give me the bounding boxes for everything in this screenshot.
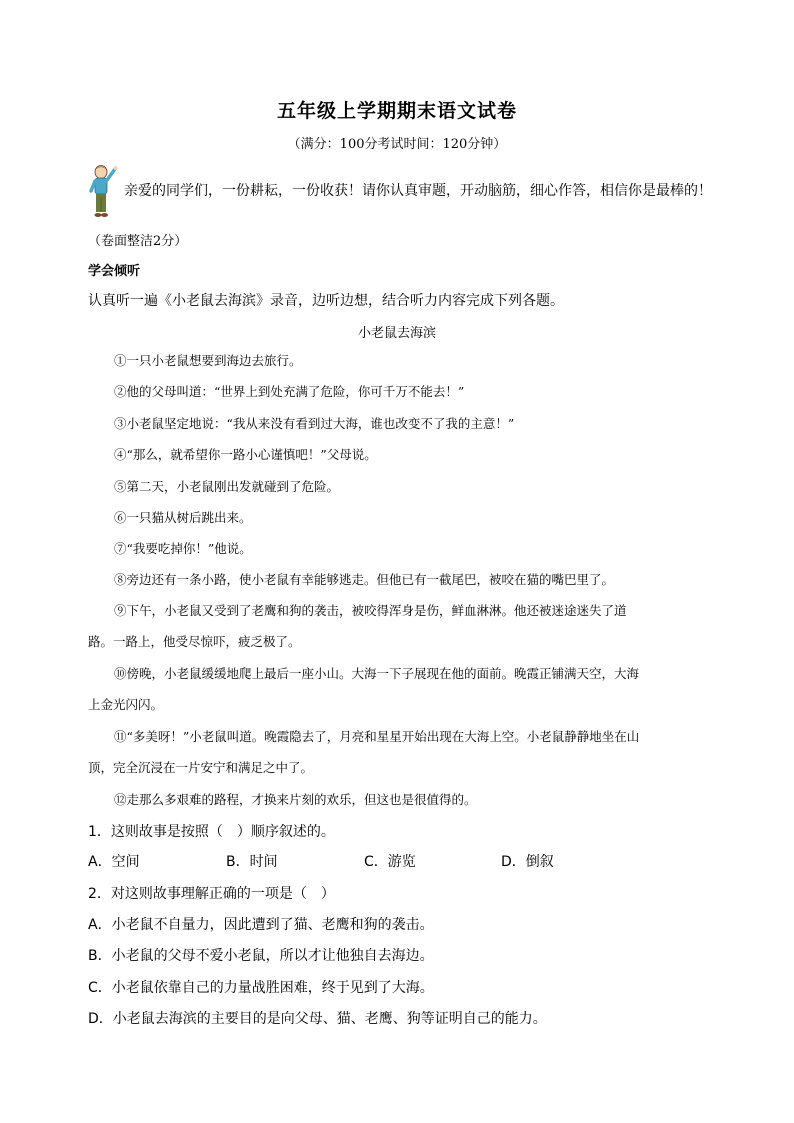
- question-1-option-b[interactable]: B．时间: [226, 854, 278, 870]
- question-1-options: [88, 851, 708, 875]
- section-heading: 学会倾听: [88, 264, 141, 279]
- story-paragraph-continued: 路。一路上，他受尽惊吓，疲乏极了。: [88, 634, 301, 649]
- question-2-option-b[interactable]: B．小老鼠的父母不爱小老鼠，所以才让他独自去海边。: [88, 948, 434, 964]
- question-1-option-c[interactable]: C．游览: [364, 854, 416, 870]
- story-paragraph: ④“那么，就希望你一路小心谨慎吧！”父母说。: [114, 447, 377, 462]
- greeting-text: 亲爱的同学们，一份耕耘，一份收获！请你认真审题，开动脑筋，细心作答，相信你是最棒的！: [124, 183, 712, 199]
- story-paragraph: ②他的父母叫道：“世界上到处充满了危险，你可千万不能去！”: [114, 384, 465, 399]
- story-paragraph: ⑤第二天，小老鼠刚出发就碰到了危险。: [114, 479, 340, 494]
- question-2-option-c[interactable]: C．小老鼠依靠自己的力量战胜困难，终于见到了大海。: [88, 980, 434, 996]
- story-paragraph-continued: 顶，完全沉浸在一片安宁和满足之中了。: [88, 760, 314, 775]
- story-paragraph: ⑫走那么多艰难的路程，才换来片刻的欢乐，但这也是很值得的。: [114, 792, 477, 807]
- exam-title: 五年级上学期期末语文试卷: [276, 100, 517, 122]
- story-paragraph: ⑩傍晚，小老鼠缓缓地爬上最后一座小山。大海一下子展现在他的面前。晚霞正铺满天空，大海: [114, 666, 640, 681]
- story-paragraph: ⑪“多美呀！”小老鼠叫道。晚霞隐去了，月亮和星星开始出现在大海上空。小老鼠静静地坐在山: [114, 729, 640, 744]
- exam-subtitle: （满分：100分考试时间：120分钟）: [287, 137, 507, 152]
- question-1-option-d[interactable]: D．倒叙: [501, 854, 554, 870]
- story-paragraph: ⑥一只猫从树后跳出来。: [114, 510, 252, 525]
- question-2-stem: 2．对这则故事理解正确的一项是（ ）: [88, 886, 335, 902]
- story-paragraph: ⑨下午，小老鼠又受到了老鹰和狗的袭击，被咬得浑身是伤，鲜血淋淋。他还被迷途迷失了道: [114, 603, 627, 618]
- story-paragraph: ③小老鼠坚定地说：“我从来没有看到过大海，谁也改变不了我的主意！”: [114, 416, 515, 431]
- story-title: 小老鼠去海滨: [357, 326, 436, 341]
- story-paragraph: ⑦“我要吃掉你！”他说。: [114, 541, 252, 556]
- question-1-option-a[interactable]: A．空间: [88, 854, 140, 870]
- section-instruction: 认真听一遍《小老鼠去海滨》录音，边听边想，结合听力内容完成下列各题。: [88, 293, 564, 309]
- intro-row: [88, 164, 718, 220]
- story-paragraph-continued: 上金光闪闪。: [88, 697, 164, 712]
- question-2-option-d[interactable]: D．小老鼠去海滨的主要目的是向父母、猫、老鹰、狗等证明自己的能力。: [88, 1011, 547, 1027]
- waving-boy-icon: [88, 164, 120, 220]
- question-1-stem: 1．这则故事是按照（ ）顺序叙述的。: [88, 824, 335, 840]
- story-paragraph: ①一只小老鼠想要到海边去旅行。: [114, 353, 302, 368]
- neatness-note: （卷面整洁2分）: [88, 234, 188, 249]
- story-paragraph: ⑧旁边还有一条小路，使小老鼠有幸能够逃走。但他已有一截尾巴，被咬在猫的嘴巴里了。: [114, 572, 615, 587]
- question-2-option-a[interactable]: A．小老鼠不自量力，因此遭到了猫、老鹰和狗的袭击。: [88, 917, 434, 933]
